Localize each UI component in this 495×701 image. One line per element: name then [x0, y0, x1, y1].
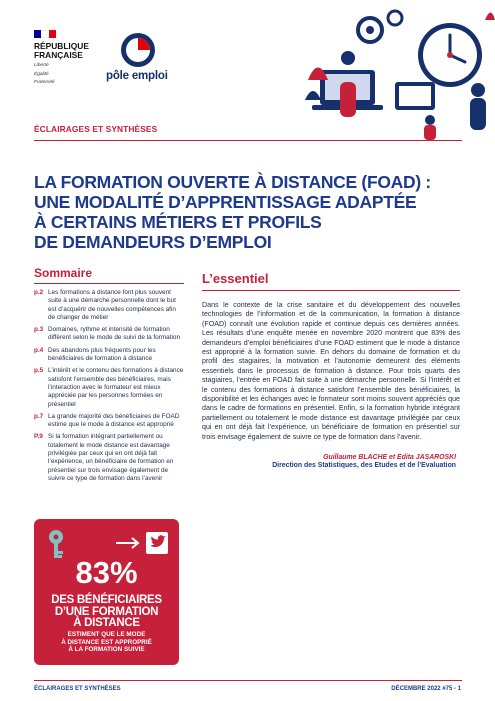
pole-emploi-emblem-icon [118, 30, 158, 70]
document-title [34, 172, 474, 252]
header-divider [34, 140, 462, 141]
footer-series-name: ÉCLAIRAGES ET SYNTHÈSES [34, 686, 121, 692]
pole-emploi-wordmark: pôle emploi [106, 70, 168, 82]
summary-page-number: p.5 [34, 367, 44, 375]
summary-page-number: p.2 [34, 289, 44, 296]
summary-item-text: Des abandons plus fréquents pour les bénéficiaires de formation à distance [48, 346, 156, 363]
table-of-contents [34, 266, 184, 487]
summary-item-text: Les formations à distance font plus souvent suite à une démarche personnelle dont le but est d’acquérir de nouvelles compétences afin de changer de métier [48, 289, 176, 321]
essential-body-text: Dans le contexte de la crise sanitaire et du développement des nouvelles technologies de l’information et de la communication, la formation à distance (FOAD) connaît une évolution rapide et continue depuis ces dernières années. Les résultats d’une enquête menée en novembre 2020 montrent que 83% des demandeurs d’emploi bénéficiaires d’une FOAD estiment que le mode à distance est approprié à la formation suivie. En dehors du domaine de formation et du profil des stagiaires, la motivation et l’autonomie demeurent des éléments essentiels dans le processus de formation à distance. Pour trois quarts des stagiaires, l’entrée en FOAD fait suite à une démarche personnelle. Si l’intérêt et le contenu des formations à distance satisfont l’ensemble des bénéficiaires, la disponibilité et les échanges avec le formateur sont moins souvent appréciés que dans le cadre de formations en présentiel. Enfin, si la formation hybride intégrant partiellement ou totalement le mode distance est davantage privilégiée par ceux qui en ont déjà fait l’expérience, un bénéficiaire de formation en présentiel sur trois envisage également de suivre ce type de formation dans l’avenir. [202, 301, 460, 441]
title-line-3: À CERTAINS MÉTIERS ET PROFILS [34, 212, 322, 232]
stat-subline-line-2: À DISTANCE EST APPROPRIÉ [61, 638, 152, 646]
summary-page-number: p.3 [34, 326, 44, 334]
summary-item[interactable] [34, 367, 184, 408]
stat-headline-line-2: D’UNE FORMATION [54, 605, 159, 618]
motto-egalite: Égalité [34, 71, 49, 77]
summary-item[interactable] [34, 289, 184, 322]
hero-illustration [300, 0, 495, 140]
summary-item[interactable] [34, 433, 184, 483]
stat-subline [34, 631, 179, 654]
authors: Guillaume BLACHE et Edita JASAROSKI [323, 454, 456, 462]
summary-item-text: Domaines, rythme et intensité de formation diffèrent selon le mode de suivi de la formation [48, 326, 181, 342]
section-tag: ÉCLAIRAGES ET SYNTHÈSES [34, 124, 158, 134]
stat-subline-line-3: À LA FORMATION SUIVIE [68, 646, 145, 653]
republic-name-line-1: RÉPUBLIQUE [34, 41, 89, 51]
essential-section [202, 271, 460, 469]
twitter-icon [146, 532, 168, 554]
key-figure-box [34, 519, 179, 665]
motto-fraternite: Fraternité [34, 80, 55, 85]
summary-page-number: P.9 [34, 433, 43, 441]
summary-item-text: La grande majorité des bénéficiaires de FOAD estime que le mode à distance est approprié [48, 412, 180, 429]
title-line-2: UNE MODALITÉ D’APPRENTISSAGE ADAPTÉE [34, 192, 417, 212]
essential-heading: L’essentiel [202, 271, 460, 291]
summary-page-number: p.4 [34, 346, 44, 354]
title-line-4: DE DEMANDEURS D’EMPLOI [34, 232, 272, 252]
stat-headline-line-3: À DISTANCE [73, 617, 140, 629]
motto-liberte: Liberté [34, 63, 49, 68]
republic-name-line-2: FRANÇAISE [34, 50, 83, 60]
title-line-1: LA FORMATION OUVERTE À DISTANCE (FOAD) : [34, 172, 431, 192]
summary-item-text: Si la formation intégrant partiellement ou totalement le mode distance est davantage privilégiée par ceux qui en ont déjà fait l’expérience, un bénéficiaire de formation en présentiel sur trois envisage également de suivre ce type de formation dans l’avenir [48, 433, 174, 482]
summary-item[interactable] [34, 347, 184, 364]
key-icon [49, 530, 63, 558]
stat-headline [34, 595, 179, 630]
author-direction: Direction des Statistiques, des Etudes et de l’Evaluation [272, 462, 456, 470]
summary-item[interactable] [34, 326, 184, 343]
summary-page-number: p.7 [34, 412, 44, 420]
summary-item-text: L’intérêt et le contenu des formations à distance satisfont l’ensemble des bénéficiaires, mais l’interaction avec le formateur est mieux appréciée par les personnes formées en présentiel [48, 367, 184, 408]
pole-emploi-logo [104, 30, 174, 90]
page-header [0, 0, 495, 140]
french-flag-icon [34, 30, 56, 38]
stat-percent-value: 83% [75, 555, 138, 590]
republique-francaise-logo [34, 30, 114, 86]
summary-item[interactable] [34, 413, 184, 430]
arrow-right-icon [116, 538, 138, 548]
footer-divider [34, 680, 462, 681]
summary-heading: Sommaire [34, 266, 184, 284]
stat-subline-line-1: ESTIMENT QUE LE MODE [67, 631, 146, 638]
stat-headline-line-1: DES BÉNÉFICIAIRES [51, 594, 162, 606]
footer-issue-page: DÉCEMBRE 2022 #75 - 1 [391, 686, 461, 692]
